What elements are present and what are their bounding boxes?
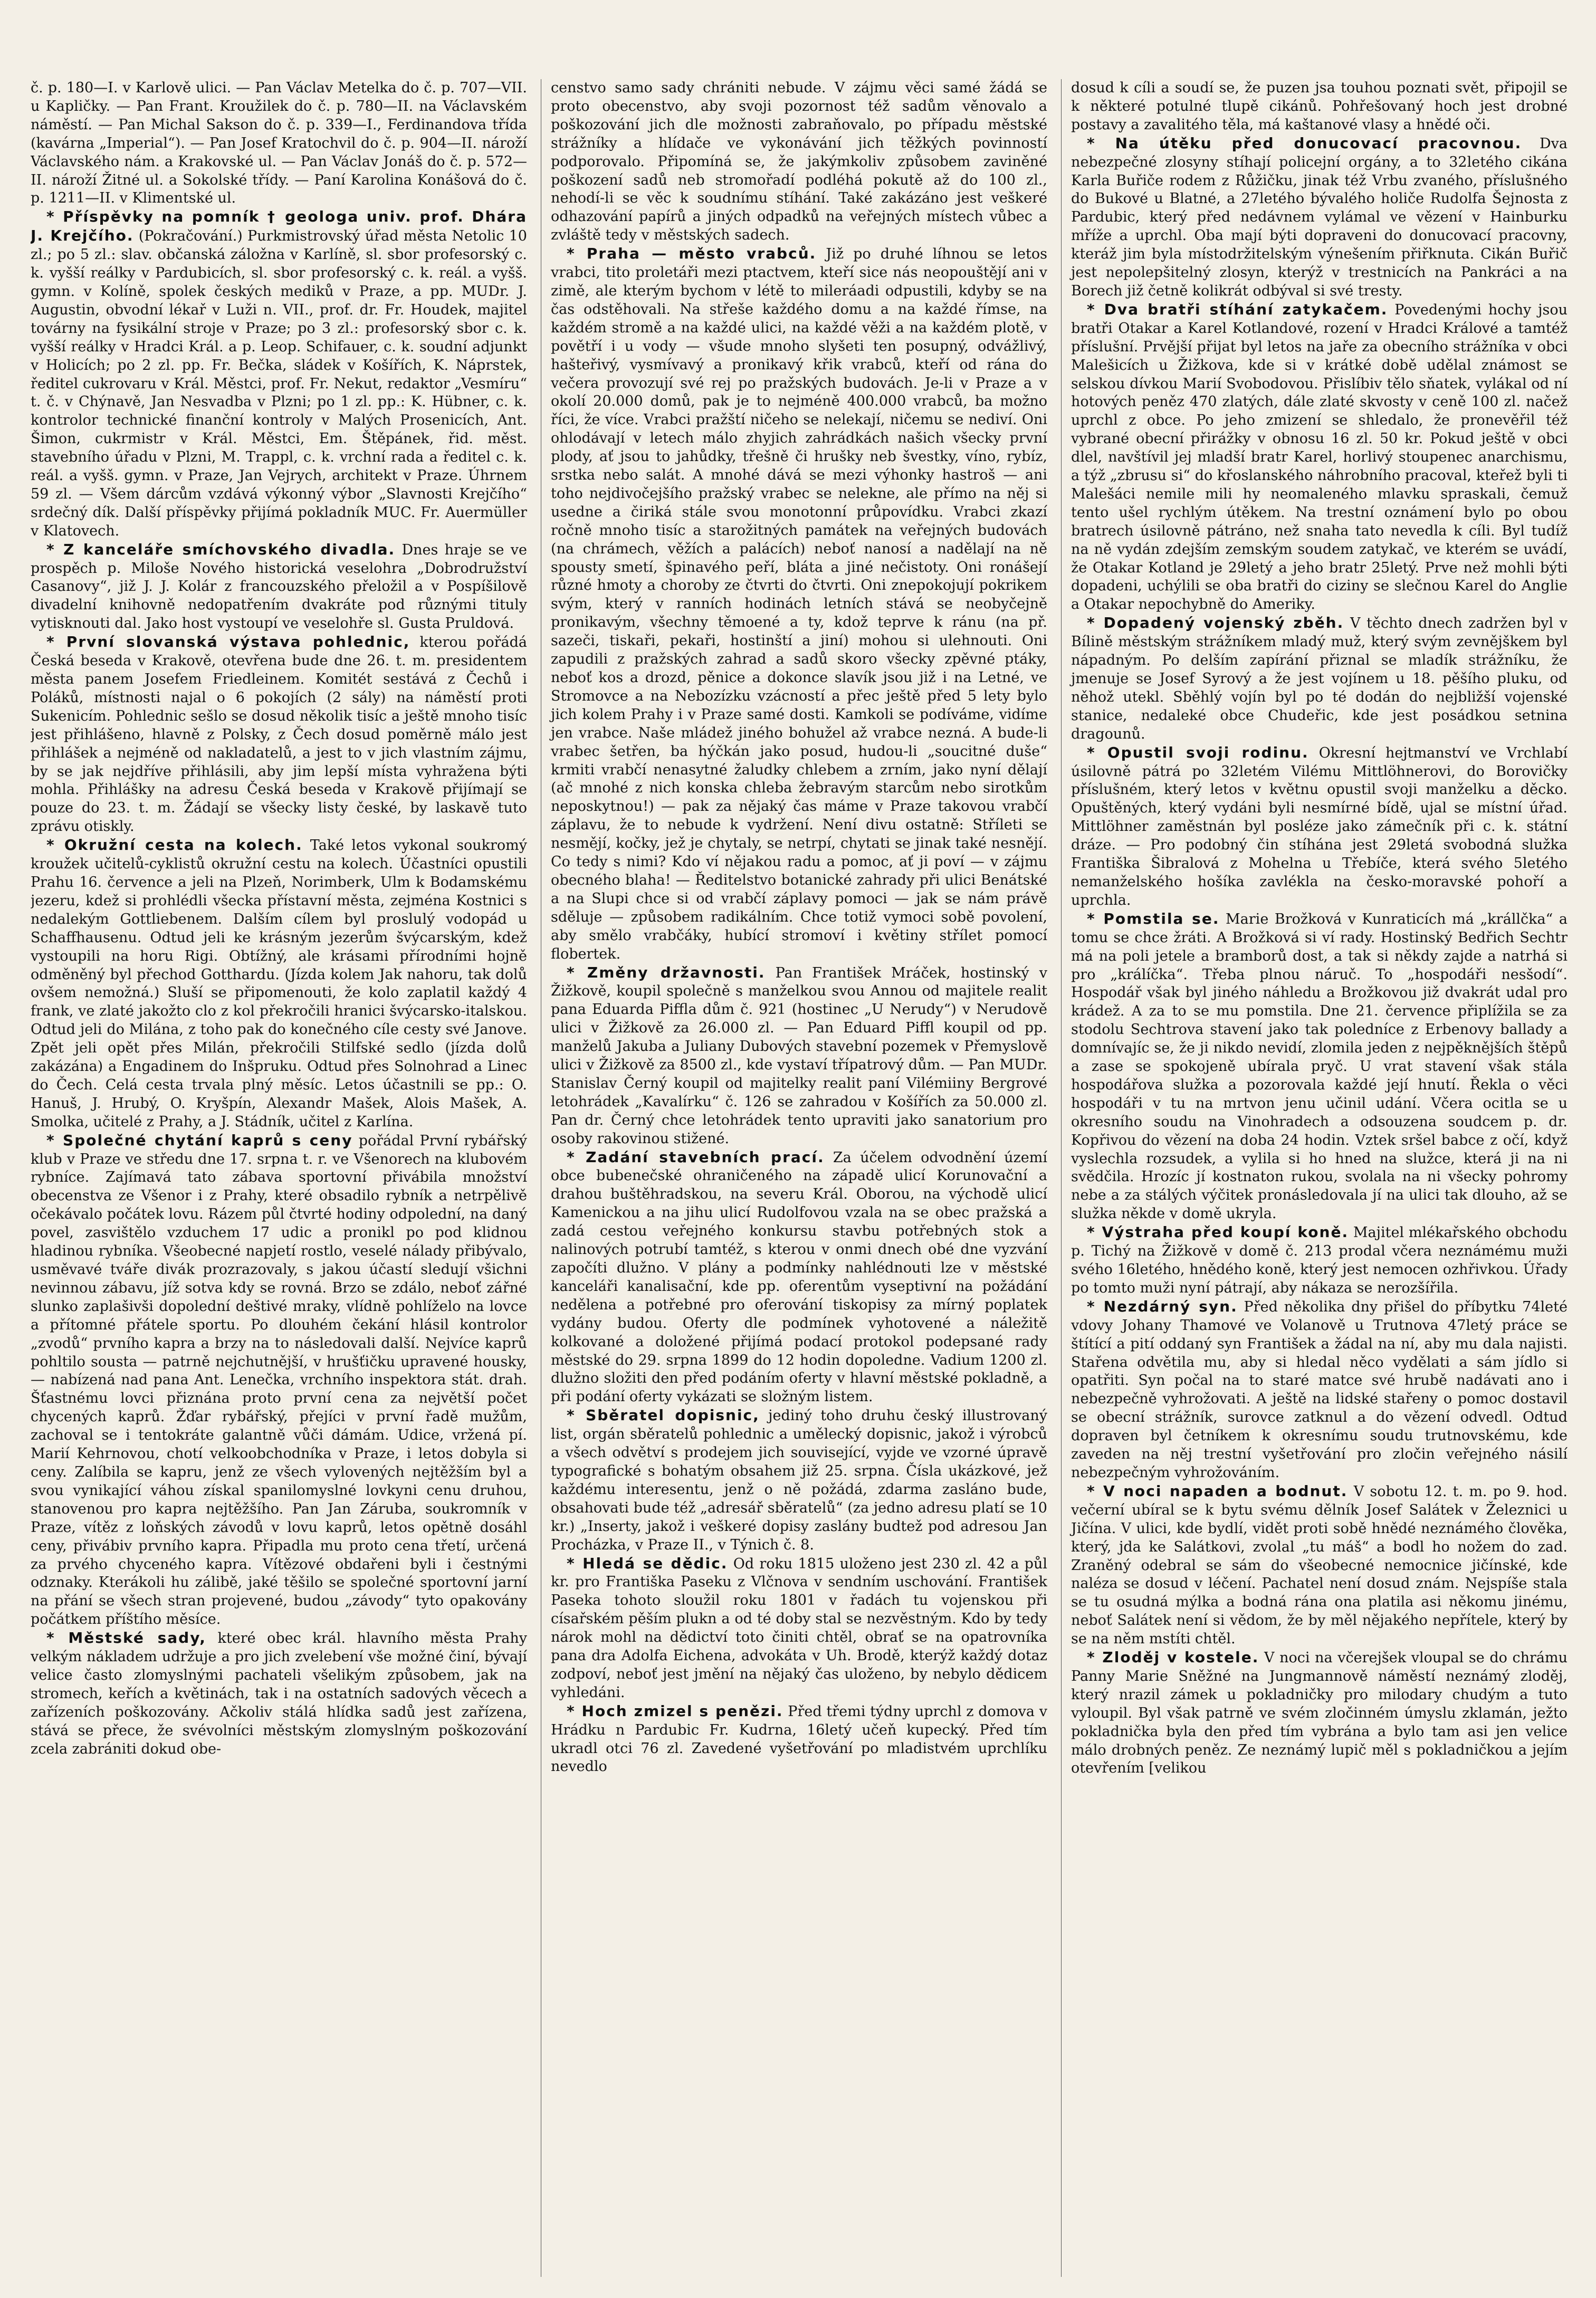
article-text: V noci na včerejšek vloupal se do chrámu Panny Marie Sněžné na Jungmannově náměstí neznámý zloděj, který nrazil zámek u pokladničky pro milodary chudým a tuto vyloupil. Byl však patrně ve svém zločinném úmyslu zklamán, ježto pokladnička byla den před tím vybrána a bylo tam asi jen velice málo drobných peněz. Ze neznámý lupič měl s pokladničkou a jejím otevřením [velikou <box>1071 1650 1568 1777</box>
article-heading: * Společné chytání kaprů s ceny <box>46 1131 353 1149</box>
article-paragraph <box>1071 614 1568 743</box>
article-paragraph <box>31 836 527 1132</box>
article-heading: * Městské sady, <box>46 1629 206 1647</box>
article-heading: * Hledá se dědic. <box>567 1554 728 1572</box>
article-paragraph <box>1071 1649 1568 1778</box>
article-text: Dnes hraje se ve prospěch p. Miloše Nového historická veselohra „Dobrodružství Casanovy“, již J. J. Kolár z francouzského přeložil a v Pospíšilově divadelní knihovně nedopatřením dvakráte pod různými tituly vytisknouti dal. Jako host vystoupí ve veselohře sl. Gusta Pruldová. <box>31 541 527 632</box>
article-text: pořádal První rybářský klub v Praze ve středu dne 17. srpna t. r. ve Všenorech na klubovém rybníce. Zajímavá tato zábava sportovní přivábila množství obecenstva ze Všenor i z Prahy, které obsadilo rybník a netrpělivě očekávalo počátek lovu. Rázem půl čtvrté hodiny odpolední, na daný povel, zasvištělo vzduchem 17 udic a pronikl po pod klidnou hladinou rybníka. Všeobecné napjetí rostlo, veselé nálady přibývalo, usměvavé tváře divák prozrazovaly, s jakou účastí sledují všichni nevinnou zábavu, jíž sotva kdy se rovná. Brzo se zdálo, neboť zářné slunko zaplašivši dopolední deštivé mraky, vlídně pohlíželo na lovce a přítomné přátele sportu. Po dlouhém čekání hlásil kontrolor „zvodů“ prvního kapra a brzy na to následovali další. Nejvíce kaprů pohltilo sousta — patrně nejchutnější, v hrušťičku upravené housky, — nabízená nad pana Ant. Lenečka, vrchního inspektora stát. drah. Šťastnému lovci přiznána proto první cena za největší počet chycených kaprů. Žďar rybářský, přejíci v první řadě mužům, zachoval se i tentokráte galantně vůči dámám. Udice, vržená pí. Marií Kehrnovou, chotí velkoobchodníka v Praze, i letos dobyla si ceny. Zalíbila se kapru, jenž ze všech vylovených nejtěžším byl a svou vynikající váhou získal spanilomyslné lovkyni cenu druhou, stanovenou pro kapra nejtěžšího. Pan Jan Záruba, soukromník v Praze, vítěz z loňských závodů v lovu kaprů, letos opětně dosáhl ceny, přivábiv prvního kapra. Připadla mu proto cena třetí, určená za prvého chyceného kapra. Vítězové obdařeni byli i čestnými odznaky. Kterákoli hu zálibě, jaké těšilo se společné sportovní jarní na přání se všech stran projevené, budou „závody“ tyto opakovány počátkem příštího měsíce. <box>31 1132 527 1628</box>
article-paragraph <box>31 1629 527 1758</box>
article-heading: * Změny državnosti. <box>567 963 766 981</box>
article-text: kterou pořádá Česká beseda v Krakově, otevřena bude dne 26. t. m. presidentem města panem Josefem Friedleinem. Komitét sestává z Čechů i Poláků, místnosti najal o 6 pokojích (2 sály) na náměstí proti Sukenicím. Pohlednic sešlo se dosud několik tisíc a ještě mnoho tisíc jest přihlášeno, hlavně z Polsky, z Čech dosud poměrně málo jest přihlášek a nejméně od nakladatelů, a jest to v jich vlastním zájmu, by se jak nejdříve přihlásili, aby jim lepší místa vyhražena býti mohla. Přihlášky na adresu Česká beseda v Krakově přijímají se pouze do 23. t. m. Žádají se všecky listy české, by laskavě tuto zprávu otiskly. <box>31 634 527 835</box>
article-paragraph <box>551 1406 1047 1554</box>
article-paragraph <box>31 541 527 634</box>
article-text: dosud k cíli a soudí se, že puzen jsa touhou poznati svět, připojil se k některé potulné tlupě cikánů. Pohřešovaný hoch jest drobné postavy a zavalitého těla, má kaštanové vlasy a hnědé oči. <box>1071 80 1568 133</box>
article-heading: * Na útěku před donucovací pracovnou. <box>1087 134 1522 152</box>
article-heading: * Příspěvky na pomník † geologa univ. prof. Dhára J. Krejčího. <box>31 208 527 245</box>
column-1 <box>31 79 527 2277</box>
article-heading: * Pomstila se. <box>1087 909 1220 927</box>
article-paragraph <box>1071 301 1568 614</box>
article-heading: * Praha — město vrabců. <box>567 245 817 263</box>
article-paragraph <box>1071 1298 1568 1482</box>
article-text: Povedenými hochy jsou bratři Otakar a Karel Kotlandové, rození v Hradci Králové a tamtéž příslušní. Prvější přijat byl letos na jaře za obecního strážníka v obci Malešicích u Žižkova, kde si v krátké době udělal známost se selskou dívkou Marií Svobodovou. Přislíbiv tělo sňatek, vylákal od ní hotových peněz 470 zlatých, dále zlaté skvosty v ceně 100 zl. načež uprchl z obce. Po jeho zmizení se shledalo, že pronevěřil též vybrané obecní přirážky v obnosu 16 zl. 50 kr. Pokud ještě v obci dlel, navštívil jej mladší bratr Karel, horlivý stoupenec anarchismu, a týž „zbrusu si“ do křoslanského náhrobního pracoval, kteřež byli ti Malešáci nemile mili hy neomaleného mlavku spraskali, čemuž tento ušel rychlým útěkem. Na trestní oznámení bylo po obou bratrech úsilovně pátráno, než snaha tato nevedla k cíli. Byl tudíž na ně vydán zdejším zemským soudem zatykač, ve kterém se uvádí, že Otakar Kotland je 29letý a jeho bratr 25letý. Prve než mohli býti dopadeni, uchýlili se oba bratři do ciziny se slečnou Karel do Anglie a Otakar nepochybně do Ameriky. <box>1071 301 1568 613</box>
article-text: Majitel mlékařského obchodu p. Tichý na Žižkově v domě č. 213 prodal včera neznámému muži svého 16letého, hnědého koně, který jest nemocen ozhřivkou. Úřady po tomto muži nyní pátrají, aby nákaza se nerozšířila. <box>1071 1224 1568 1296</box>
article-paragraph <box>1071 910 1568 1223</box>
article-paragraph <box>31 1132 527 1629</box>
article-text: Za účelem odvodnění území obce bubenečské ohraničeného na západě ulicí Korunovační a drahou buštěhradskou, na severu Král. Oborou, na východě ulicí Kamenickou a na jihu ulicí Rudolfovou vzala na se obec pražská a zadá cestou veřejného konkursu stavbu potřebných stok a nalinových potrubí tamtéž, s kterou v onmi dnech obé dne vyzvání započíti dlužno. V plány a podmínky nahlédnouti lze v městské kanceláři kanalisační, kde pp. oferentům vyseptivní na požádání nedělena a potřebné pro oferování tiskopisy za mírný poplatek vydány budou. Oferty dle podmínek vyhotovené a náležitě kolkované a doložené přijímá podací protokol podepsané rady městské do 29. srpna 1899 do 12 hodin dopoledne. Vadium 1200 zl. dlužno složiti den před podáním oferty v hlavní městské pokladně, a při podání oferty vykázati se složným listem. <box>551 1149 1047 1405</box>
article-heading: * První slovanská výstava pohlednic, <box>46 633 410 651</box>
article-heading: * Dopadený vojenský zběh. <box>1087 614 1344 632</box>
article-text: Marie Brožková v Kunraticích má „krállčka“ a tomu se chce žráti. A Brožková si ví rady. Hostinský Bedřich Sechtr má na poli jetele a bramborů dost, a tak si někdy zajde a natrhá si pro „králíčka“. Třeba plnou náruč. To „hospodáři nesšodí“. Hospodář však byl jiného náhledu a Brožkovou již dvakrát udal pro krádež. A za to se mu pomstila. Dne 21. července připlížila se za stodolu Sechtrova stavení jako tak poledníce z Erbenovy ballady a domnívajíc se, že ji nikdo nevidí, zlomila jeden z nejpěknějších štěpů a zase se spokojeně ubírala pryč. U vrat stavení však stála hospodářova služka a pozorovala každé její hnutí. Řekla o věci hospodáři v tu na mrtvon jenu učinil udání. Včera ocitla se u okresního soudu na Vinohradech a odsouzena soudcem p. dr. Kopřivou do vězení na doba 24 hodin. Vztek sršel babce z očí, když vyslechla rozsudek, a vylila si ho hned na služce, která ji na ni svědčila. Hrozíc jí kostnaton rukou, svolala na ni všecky pohromy nebe a za stálých výčitek pronásledovala jí na ulici tak dlouho, až se služka někde v domě ukryla. <box>1071 911 1568 1222</box>
article-text: Již po druhé líhnou se letos vrabci, tito proletáři mezi ptactvem, kteří sice nás neopouštějí ani v zimě, ale kterým bychom v létě to mileráadi odpustili, kdyby se na čas odstěhovali. Na střeše každého domu a na každé římse, na každém stromě a na každé ulici, na každé věži a na každém plotě, v povětří i u vody — všude mnoho slyšeti ten posupný, odvážlivý, hašteřivý, vysmívavý a pronikavý křik vrabců, kteří od rána do večera provozují své rej po pražských budovách. Je-li v Praze a v okolí 20.000 domů, pak je to nejméně 400.000 vrabců, ba možno říci, že více. Vrabci pražští ničeho se nelekají, ničemu se nediví. Oni ohlodávají v letech málo zhyjich zahrádkách našich všecky první plody, ať jsou to jahůdky, třešně či hrušky neb švestky, víno, rybíz, srstka nebo salát. A mnohé dává se mezi výhonky hastroš — ani toho nejdivočejšího pražský vrabec se nelekne, ale přímo na něj si usedne a čiriká stále svou monotonní průpovídku. Vrabci zkazí ročně mnoho tisíc a starožitných památek na veřejných budovách (na chrámech, věžích a palácích) neboť nanosí a nadělají na ně spousty smetí, špinavého peří, bláta a jiné nečistoty. Oni ronášejí různé hmoty a choroby ze čtvrti do čtvrti. Oni znepokojují pokrikem svým, který v ranních hodinách letních stává se neobyčejně pronikavým, všechny těmoené a ty, kdož teprve k ránu (na př. sazeči, tiskaři, pekaři, hostinští a jiní) mohou si ulehnouti. Oni zapudili z pražských zahrad a sadů skoro všecky zpěvné ptáky, neboť kos a drozd, pěnice a dokonce slavík jsou již i na Letné, ve Stromovce a na Nebozízku vzácností a přec ještě před 5 lety bylo jich kolem Prahy i v Praze samé dosti. Kamkoli se podíváme, vidíme jen vrabce. Naše mládež jiného bohužel až vrabce nezná. A bude-li vrabec šetřen, ba hýčkán jako posud, hudou-li „soucitné duše“ krmiti vrabčí nenasytné žaludky chlebem a zrním, jako nyní dělají (ač mnohé z nich konska chleba žebravým starcům nebo sirotkům neposkytnou!) — pak za nějaký čas máme v Praze takovou vrabčí záplavu, že to nebude k vydržení. Není divu ostatně: Stříleti se nesmějí, kočky, jež je chytaly, se netrpí, chytati se jinak také nesnějí. Co tedy s nimi? Kdo ví nějakou radu a pomoc, ať ji poví — v zájmu obecného blaha! — Ředitelstvo botanické zahrady při ulici Benátské a na Slupi chce si od vrabčí záplavy pomoci — jak se nám právě sděluje — způsobem radikálním. Chce totiž vymoci sobě povolení, aby smělo vrabčáky, hubící stromoví i květiny střílet pomocí flobertek. <box>551 246 1047 962</box>
article-text: (Pokračování.) Purkmistrovský úřad města Netolic 10 zl.; po 5 zl.: slav. občanská záložna v Karlíně, sl. sbor profesorský c. k. vyšší reálky v Pardubicích, sl. sbor profesorský c. k. reál. a vyšš. gymn. v Kolíně, spolek českých mediků v Praze, a pp. MUDr. J. Augustin, obvodní lékař v Luži n. VII., prof. dr. Fr. Houdek, majitel továrny na fysikální stroje v Praze; po 3 zl.: profesorský sbor c. k. vyšší reálky v Hradci Král. a p. Leop. Schifauer, c. k. soudní adjunkt v Holicích; po 2 zl. pp. Fr. Bečka, sládek v Košířích, K. Náprstek, ředitel cukrovaru v Král. Městci, prof. Fr. Nekut, redaktor „Vesmíru“ t. č. v Chýnavě, Jan Nesvadba v Plzni; po 1 zl. pp.: K. Hübner, c. k. kontrolor technické finanční kontroly v Malých Prosenicích, Ant. Šimon, cukrmistr v Král. Městci, Em. Štěpánek, řid. měst. stavebního úřadu v Plzni, M. Trappl, c. k. vrchní rada a ředitel c. k. reál. a vyšš. gymn. v Praze, Jan Vejrych, architekt v Praze. Úhrnem 59 zl. — Všem dárcům vzdává výkonný výbor „Slavnosti Krejčího“ srdečný dík. Další příspěvky přijímá pokladník MUC. Fr. Auermüller v Klatovech. <box>31 228 527 539</box>
article-text: jediný toho druhu český illustrovaný list, orgán sběratelů pohlednic a umělecký dopisnic, jakož i výrobců a všech odvětví s prodejem jich související, vyjde ve vzorné úpravě typografické s bohatým obsahem již 25. srpna. Čísla ukázkové, jež každému interesentu, jenž o ně požádá, zdarma zasláno bude, obsahovati bude též „adresář sběratelů“ (za jedno adresu platí se 10 kr.) „Inserty, jakož i veškeré dopisy zaslány budtež pod adresou Jan Procházka, v Praze II., v Týnich č. 8. <box>551 1407 1047 1553</box>
article-paragraph <box>551 79 1047 245</box>
article-heading: * Zadání stavebních prací. <box>567 1148 825 1166</box>
article-paragraph <box>1071 1482 1568 1649</box>
article-paragraph <box>551 245 1047 963</box>
article-paragraph <box>31 208 527 540</box>
article-paragraph <box>1071 135 1568 301</box>
article-paragraph <box>551 1702 1047 1777</box>
column-2 <box>541 79 1047 2277</box>
article-text: V sobotu 12. t. m. po 9. hod. večerní ubíral se k bytu svému dělník Josef Salátek v Železnici u Jičína. V ulici, kde bydlí, vidět proti sobě hnědé neznámého člověka, který, jda ke Salátkovi, zvolal „tu máš“ a bodl ho nožem do zad. Zraněný odebral se sám do všeobecné nemocnice jičínské, kde naléza se dosud v léčení. Pachatel není dosud znám. Nejspíše stala se tu osudná mýlka a bodná rána ona platila asi někomu jinému, neboť Salátek není si vědom, že by měl nějakého nepřítele, který by se na něm mstíti chtěl. <box>1071 1483 1568 1648</box>
article-heading: * Opustil svoji rodinu. <box>1087 743 1309 761</box>
article-paragraph <box>1071 1223 1568 1298</box>
article-paragraph <box>1071 79 1568 135</box>
article-paragraph <box>1071 744 1568 910</box>
article-heading: * Hoch zmizel s penězi. <box>567 1702 783 1720</box>
article-paragraph <box>31 633 527 836</box>
article-text: Okresní hejtmanství ve Vrchlabí úsilovně pátrá po 32letém Vilému Mittlöhnerovi, do Borovičky příslušném, který letos v květnu opustil svoji manželku a děcko. Opuštěných, který vydáni byli nesmírné bídě, ujal se místní úřad. Mittlöhner zaměstnán byl posléze jako zámečník při c. k. státní dráze. — Pro podobný čin stíhána jest 29letá svobodná služka Františka Šibralová z Mohelna u Třebíče, která svého 5letého nemanželského hošíka zavlékla na česko-moravské pohoří a uprchla. <box>1071 744 1568 908</box>
article-heading: * Z kanceláře smíchovského divadla. <box>46 540 396 558</box>
article-heading: * Nezdárný syn. <box>1087 1297 1238 1315</box>
article-text: censtvo samo sady chrániti nebude. V zájmu věci samé žádá se proto obecenstvo, aby svoji pozornost též sadům věnovalo a poškozování jich dle možnosti zabraňovalo, po případu městské strážníky a hlídače ve vykonávání jich těžkých povinností podporovalo. Připomíná se, že jakýmkoliv způsobem zaviněné poškození sadů neb stromořadí podléhá pokutě až do 100 zl., nehodí-li se věc k soudnímu stíhání. Také zakázáno jest veškeré odhazování papírů a jiných odpadků na veřejných místech vůbec a zvláště tedy v městských sadech. <box>551 80 1047 244</box>
article-paragraph <box>551 964 1047 1148</box>
article-paragraph <box>551 1148 1047 1407</box>
article-paragraph <box>31 79 527 208</box>
article-paragraph <box>551 1555 1047 1702</box>
article-text: Pan František Mráček, hostinský v Žižkově, koupil společně s manželkou svou Annou od majitele realit pana Eduarda Piffla dům č. 921 (hostinec „U Nerudy“) v Nerudově ulici v Žižkově za 26.000 zl. — Pan Eduard Piffl koupil od pp. manželů Jakuba a Juliany Dubových stavební pozemek v Přemyslově ulici v Žižkově za 8500 zl., kde vystaví třípatrový dům. — Pan MUDr. Stanislav Černý koupil od majitelky realit paní Vilémiiny Bergrové letohrádek „Kavalírku“ č. 126 se zahradou v Košířích za 50.000 zl. Pan dr. Černý chce letohrádek tento upraviti jako sanatorium pro osoby rakovinou stižené. <box>551 964 1047 1147</box>
article-text: které obec král. hlavního města Prahy velkým nákladem udržuje a pro jich zvelebení vše možné činí, bývají velice často zlomyslnými pachateli všelikým způsobem, jak na stromech, keřích a květinách, tak i na ostatních sadových věcech a zařízeních poškozovány. Ačkoliv stálá hlídka sadů jest zařízena, stává se přece, že svévolníci městským zlomyslným poškozování zcela zabrániti dokud obe- <box>31 1630 527 1757</box>
article-text: Od roku 1815 uloženo jest 230 zl. 42 a půl kr. pro Františka Paseku z Vlčnova v sendním uschování. František Paseka tohoto sloužil roku 1801 v řadách tu vojenskou při císařském pěším plukn a od té doby stal se nezvěstným. Kdo by tedy nárok mohl na dědictví toto činiti chtěl, obrať se na opatrovníka pana dra Adolfa Eichena, advokáta v Uh. Brodě, kterýž každý dotaz zodpoví, neboť jest jmění na nějaký čas uloženo, by nebylo dědicem vyhledáni. <box>551 1555 1047 1701</box>
column-3 <box>1061 79 1568 2277</box>
article-heading: * Sběratel dopisnic, <box>567 1406 760 1424</box>
article-text: č. p. 180—I. v Karlově ulici. — Pan Václav Metelka do č. p. 707—VII. u Kapličky. — Pan Frant. Kroužilek do č. p. 780—II. na Václavském náměstí. — Pan Michal Sakson do č. p. 339—I., Ferdinandova třída (kavárna „Imperial“). — Pan Josef Kratochvil do č. p. 904—II. nároží Václavského nám. a Krakovské ul. — Pan Václav Jonáš do č. p. 572—II. nároží Žitné ul. a Sokolské třídy. — Paní Karolina Konášová do č. p. 1211—II. v Klimentské ul. <box>31 80 527 207</box>
article-heading: * V noci napaden a bodnut. <box>1087 1482 1348 1500</box>
article-text: Před třemi týdny uprchl z domova v Hrádku n Pardubic Fr. Kudrna, 16letý učeň kupecký. Před tím ukradl otci 76 zl. Zavedené vyšetřování po mladistvém uprchlíku nevedlo <box>551 1703 1047 1775</box>
text-columns <box>31 79 1568 2277</box>
article-text: V těchto dnech zadržen byl v Bílině městským strážníkem mladý muž, který svým zevnějškem byl nápadným. Po delším zapírání přiznal se mladík strážníku, že jmenuje se Josef Syrový a že jest vojínem u 18. pěšího pluku, od něhož utekl. Sběhlý vojín byl po té dodán do nejbližší vojenské stanice, nedaleké obce Chudeřic, kde jest posádkou setnina dragounů. <box>1071 615 1568 742</box>
article-heading: * Výstraha před koupí koně. <box>1087 1223 1349 1241</box>
article-text: Dva nebezpečné zlosyny stíhají policejní orgány, a to 32letého cikána Karla Buřiče rodem z Růžičku, jinak též Vrbu zvaného, příslušného do Bukové u Blatné, a 27letého bývalého holiče Rudolfa Šejnosta z Pardubic, který před nedávnem vylámal ve vězení v Hainburku mříže a uprchl. Oba mají býti dopraveni do donucovací pracovny, kteráž jim byla místodržitelským výnešením přiřknuta. Cikán Buřič jest nepolepšitelný zlosyn, kterýž v trestnicích na Pankráci a na Borech již četně kolikrát odbýval si své tresty. <box>1071 135 1568 299</box>
article-heading: * Dva bratři stíhání zatykačem. <box>1087 300 1388 318</box>
article-text: Před několika dny přišel do příbytku 74leté vdovy Johany Thamové ve Volanově u Trutnova 47letý práce se štítící a pití oddaný syn František a žádal na ní, aby mu dala najisti. Stařena odvětila mu, aby si hledal něco vydělati a sám jídlo si opatřiti. Syn počal na to staré matce své hrubě nadávati ano i nebezpečně vyhrožovati. A ještě na lidské stařeny o pomoc dostavil se obecní strážník, surovce zatknul a do vězení odvedl. Odtud dopraven byl četníkem k okresnímu soudu trutnovskému, kde zaveden na něj trestní vyšetřování pro zločin veřejného násilí nebezpečným vyhrožováním. <box>1071 1298 1568 1481</box>
article-heading: * Zloděj v kostele. <box>1087 1649 1259 1667</box>
article-heading: * Okružní cesta na kolech. <box>46 836 303 854</box>
article-text: Také letos vykonal soukromý kroužek učitelů-cyklistů okružní cestu na kolech. Účastníci opustili Prahu 16. července a jeli na Plzeň, Norimberk, Ulm k Bodamskému jezeru, kdež si prohlédli všecka přístavní města, zejména Kostnici s nedalekým Gottliebenem. Dalším cílem byl proslulý vodopád u Schaffhausenu. Odtud jeli ke krásným jezerům švýcarským, kdež vystoupili na horu Rigi. Obtížný, ale krásami přírodními hojně odměněný byl přechod Gotthardu. (Jízda kolem Jak nahoru, tak dolů ovšem nemožná.) Sluší se připomenouti, že kolo zaplatil každý 4 frank, ve zlaté jakožto clo z kol překročili hranici švýcarsko-italskou. Odtud jeli do Milána, z toho pak do konečného cíle cesty své Janove. Zpět jeli opět přes Milán, překročili Stilfské sedlo (jízda dolů zakázána) a Engadinem do Inšpruku. Odtud přes Solnohrad a Linec do Čech. Celá cesta trvala plný měsíc. Letos účastnili se pp.: O. Hanuš, J. Hrubý, O. Kryšpín, Alexandr Mašek, Alois Mašek, A. Smolka, učitelé z Prahy, a J. Stádník, učitel z Karlína. <box>31 837 527 1130</box>
